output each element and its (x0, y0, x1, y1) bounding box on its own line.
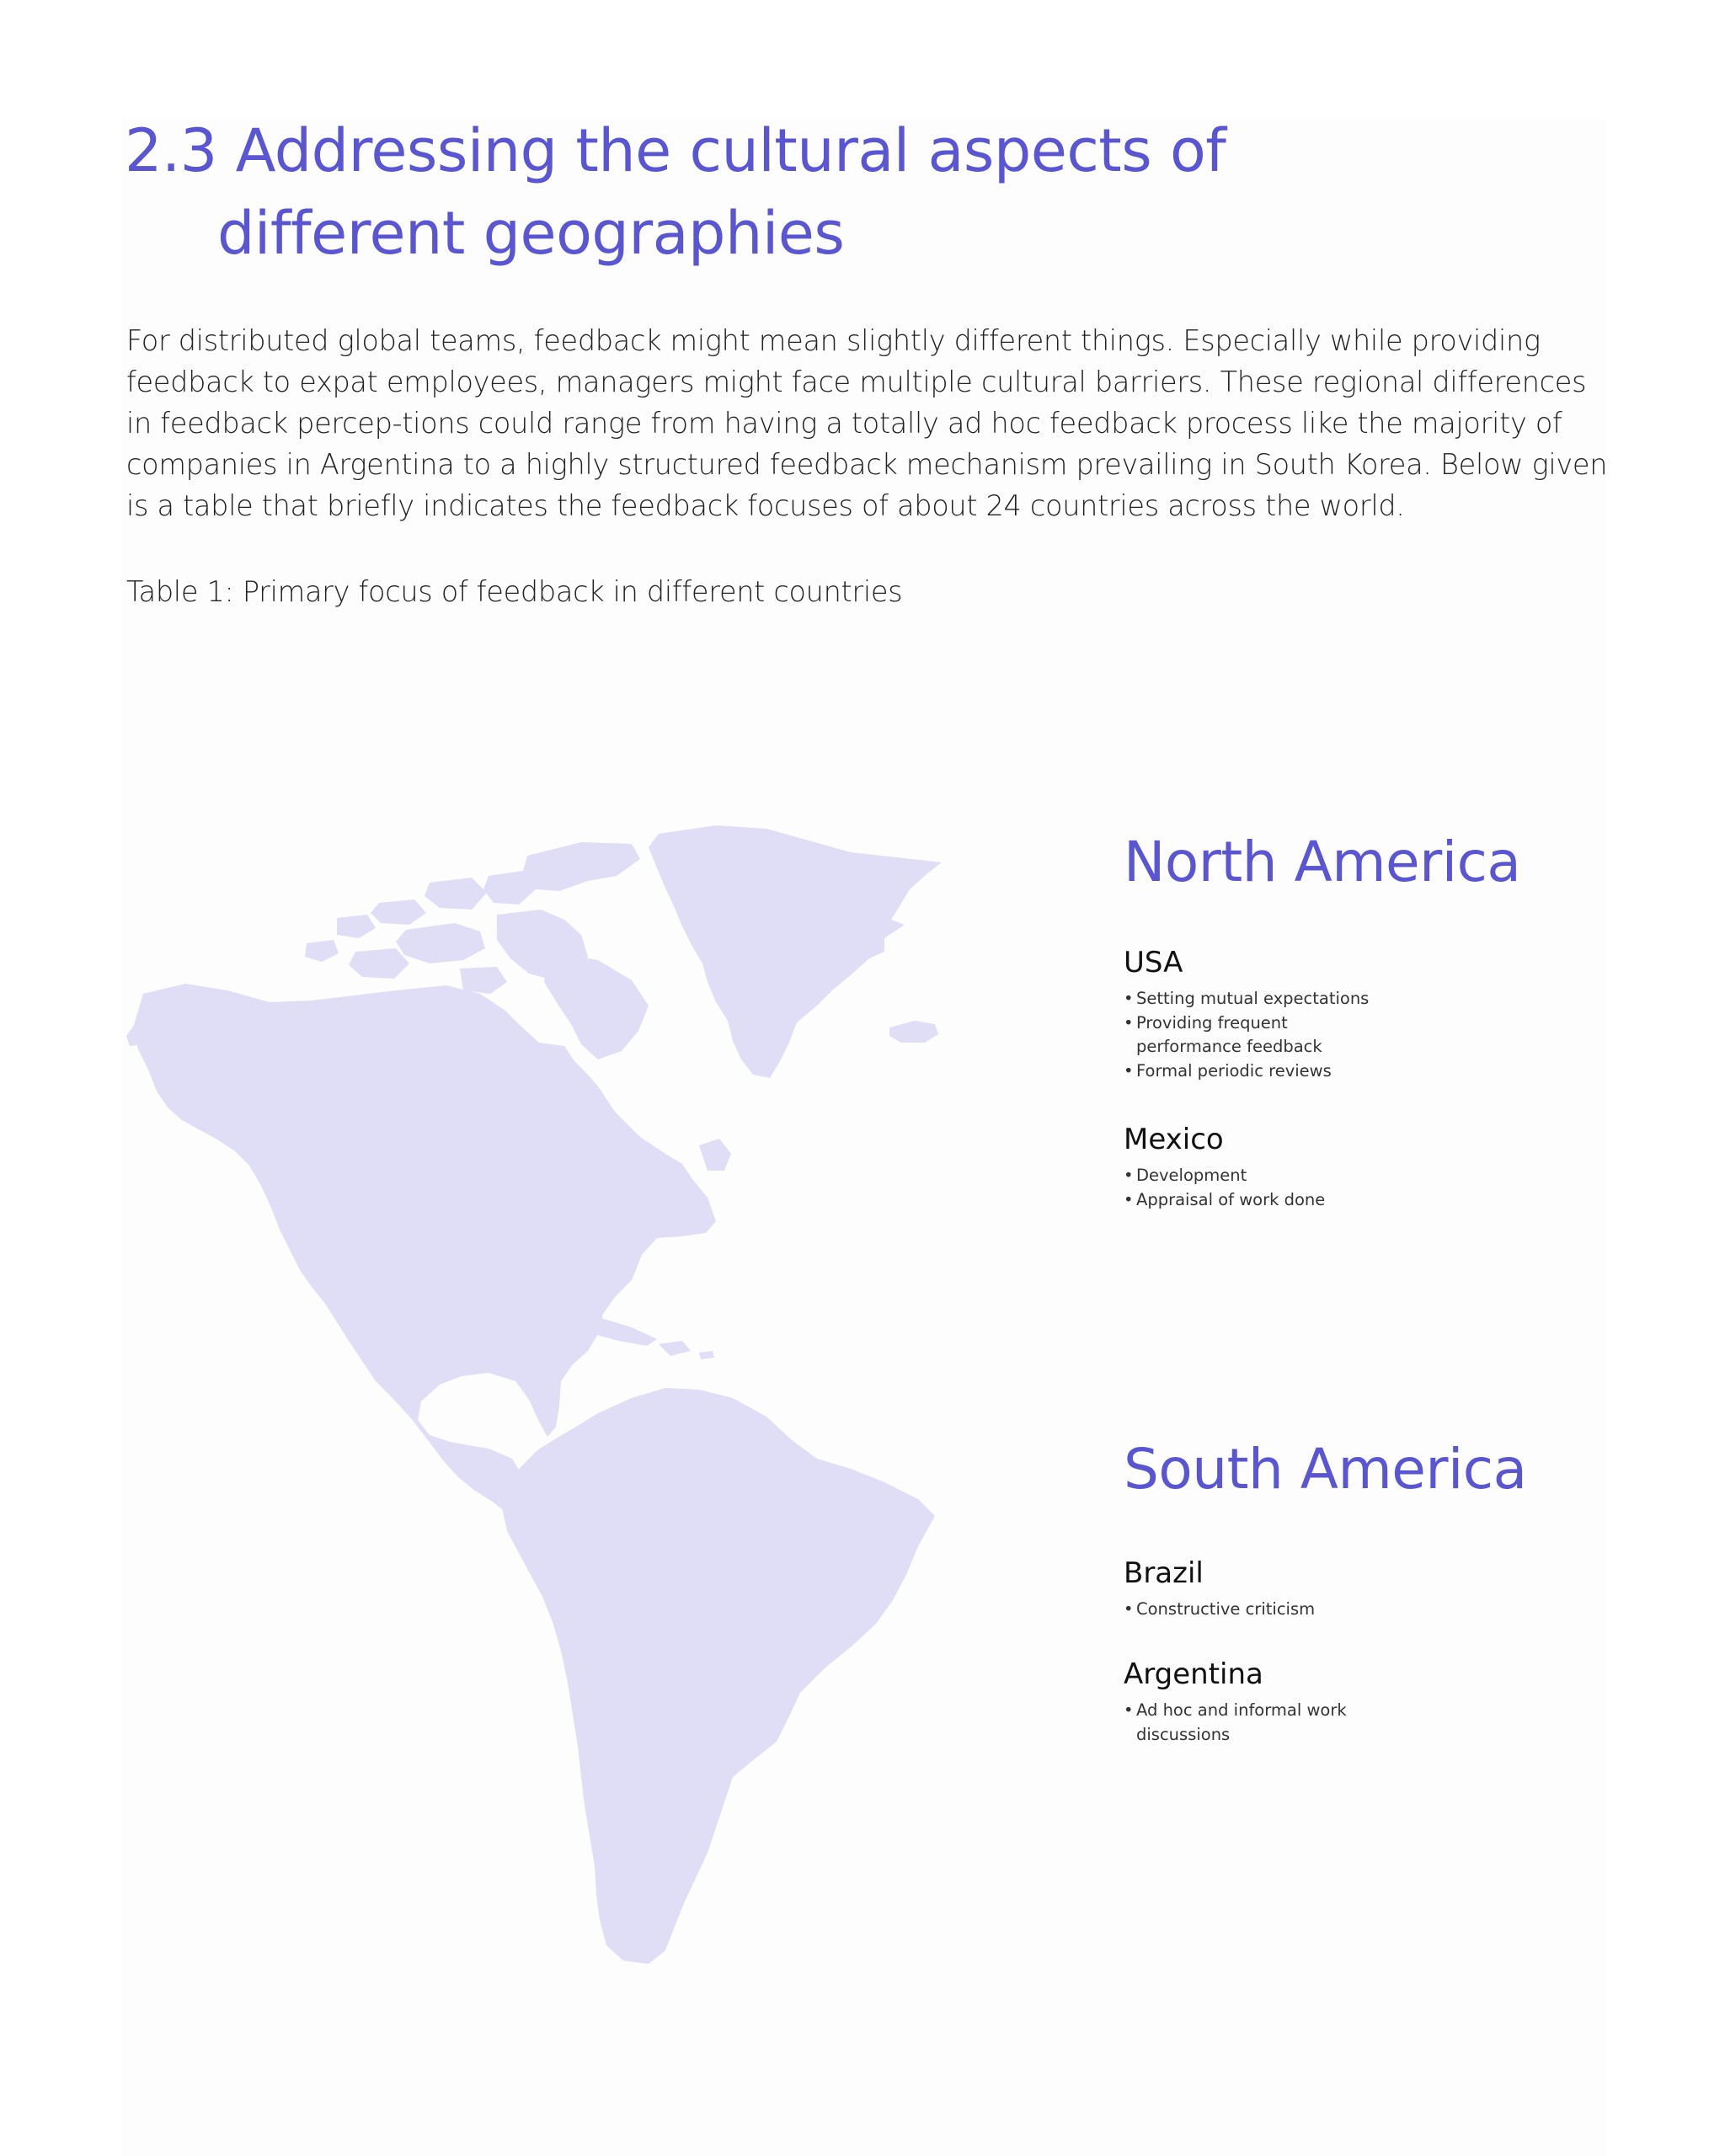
region-title-south-america: South America (1124, 1437, 1527, 1502)
arctic-island-8 (349, 948, 409, 979)
country-argentina (1124, 1657, 1646, 1747)
list-item: • Ad hoc and informal work discussions (1124, 1699, 1347, 1747)
country-name-mexico: Mexico (1124, 1123, 1224, 1156)
country-name-usa: USA (1124, 946, 1183, 979)
country-brazil (1124, 1556, 1646, 1622)
arctic-island-3 (425, 878, 487, 910)
country-mexico (1124, 1122, 1646, 1212)
newfoundland-shape (699, 1139, 731, 1171)
country-name-argentina: Argentina (1124, 1657, 1263, 1691)
heading-line-2: different geographies (217, 199, 845, 268)
argentina-feedback-list (1124, 1699, 1646, 1747)
list-item: • Setting mutual expectations (1124, 987, 1646, 1011)
list-item: • Constructive criticism (1124, 1598, 1646, 1622)
list-item: • Providing frequent performance feedback (1124, 1011, 1389, 1059)
region-north-america (1124, 829, 1646, 1216)
usa-feedback-list (1124, 987, 1646, 1083)
country-usa (1124, 945, 1646, 1083)
baffin-island (544, 952, 649, 1059)
mexico-feedback-list (1124, 1164, 1646, 1212)
arctic-island-6 (396, 923, 485, 963)
arctic-island-10 (460, 967, 507, 994)
iceland-shape (889, 1021, 938, 1043)
arctic-island-9 (305, 940, 339, 962)
region-title-north-america: North America (1124, 830, 1521, 894)
brazil-feedback-list (1124, 1598, 1646, 1622)
americas-map (126, 825, 977, 1971)
list-item: • Formal periodic reviews (1124, 1059, 1646, 1084)
intro-paragraph: For distributed global teams, feedback might mean slightly different things. Especially while providing feedback to expat employees, managers might face multiple cultural barriers. These regional differences in feedback percep-tions could range from having a totally ad hoc feedback process like the majority of companies in Argentina to a highly structured feedback mechanism prevailing in South Korea. Below given is a table that briefly indicates the feedback focuses of about 24 countries across the world. (126, 324, 1608, 522)
south-america-shape (502, 1388, 935, 1964)
hispaniola-shape (659, 1341, 691, 1356)
region-south-america (1124, 1436, 1646, 1773)
heading-line-1: 2.3 Addressing the cultural aspects of (125, 116, 1226, 185)
arctic-island-4 (371, 899, 426, 925)
list-item: • Development (1124, 1164, 1646, 1188)
arctic-island-5 (337, 915, 376, 938)
puerto-rico-shape (699, 1351, 714, 1359)
table-caption: Table 1: Primary focus of feedback in different countries (126, 575, 903, 608)
country-name-brazil: Brazil (1124, 1556, 1204, 1590)
list-item: • Appraisal of work done (1124, 1188, 1646, 1213)
arctic-island-1 (522, 842, 640, 891)
section-heading (125, 109, 1388, 275)
